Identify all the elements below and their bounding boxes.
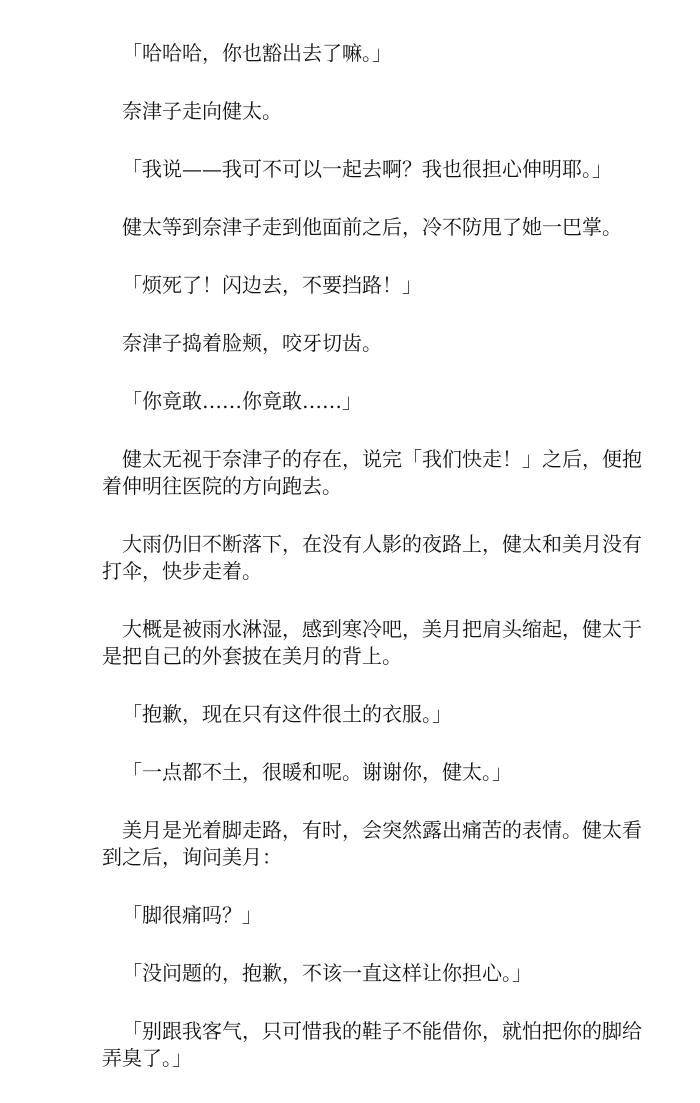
paragraph-11: 「抱歉，现在只有这件很土的衣服。」	[122, 702, 452, 726]
paragraph-12: 「一点都不土，很暖和呢。谢谢你，健太。」	[122, 760, 512, 784]
paragraph-13: 美月是光着脚走路，有时，会突然露出痛苦的表情。健太看到之后，询问美月：	[102, 818, 642, 869]
paragraph-6: 奈津子捣着脸颊，咬牙切齿。	[122, 331, 382, 355]
paragraph-14: 「脚很痛吗？」	[122, 903, 262, 927]
paragraph-5: 「烦死了！闪边去，不要挡路！」	[122, 273, 422, 297]
paragraph-10: 大概是被雨水淋湿，感到寒冷吧，美月把肩头缩起，健太于是把自己的外套披在美月的背上。	[102, 617, 642, 668]
paragraph-15: 「没问题的，抱歉，不该一直这样让你担心。」	[122, 961, 532, 985]
text-body	[102, 40, 642, 1103]
paragraph-2: 奈津子走向健太。	[122, 99, 282, 123]
paragraph-1: 「哈哈哈，你也豁出去了嘛。」	[122, 41, 392, 65]
paragraph-7: 「你竟敢……你竟敢……」	[122, 389, 362, 413]
paragraph-4: 健太等到奈津子走到他面前之后，冷不防甩了她一巴掌。	[122, 215, 622, 239]
paragraph-8: 健太无视于奈津子的存在，说完「我们快走！」之后，便抱着伸明往医院的方向跑去。	[102, 447, 642, 498]
paragraph-3: 「我说——我可不可以一起去啊？我也很担心伸明耶。」	[122, 157, 612, 181]
paragraph-9: 大雨仍旧不断落下，在没有人影的夜路上，健太和美月没有打伞，快步走着。	[102, 532, 642, 583]
paragraph-16: 「别跟我客气，只可惜我的鞋子不能借你，就怕把你的脚给弄臭了。」	[102, 1019, 642, 1070]
